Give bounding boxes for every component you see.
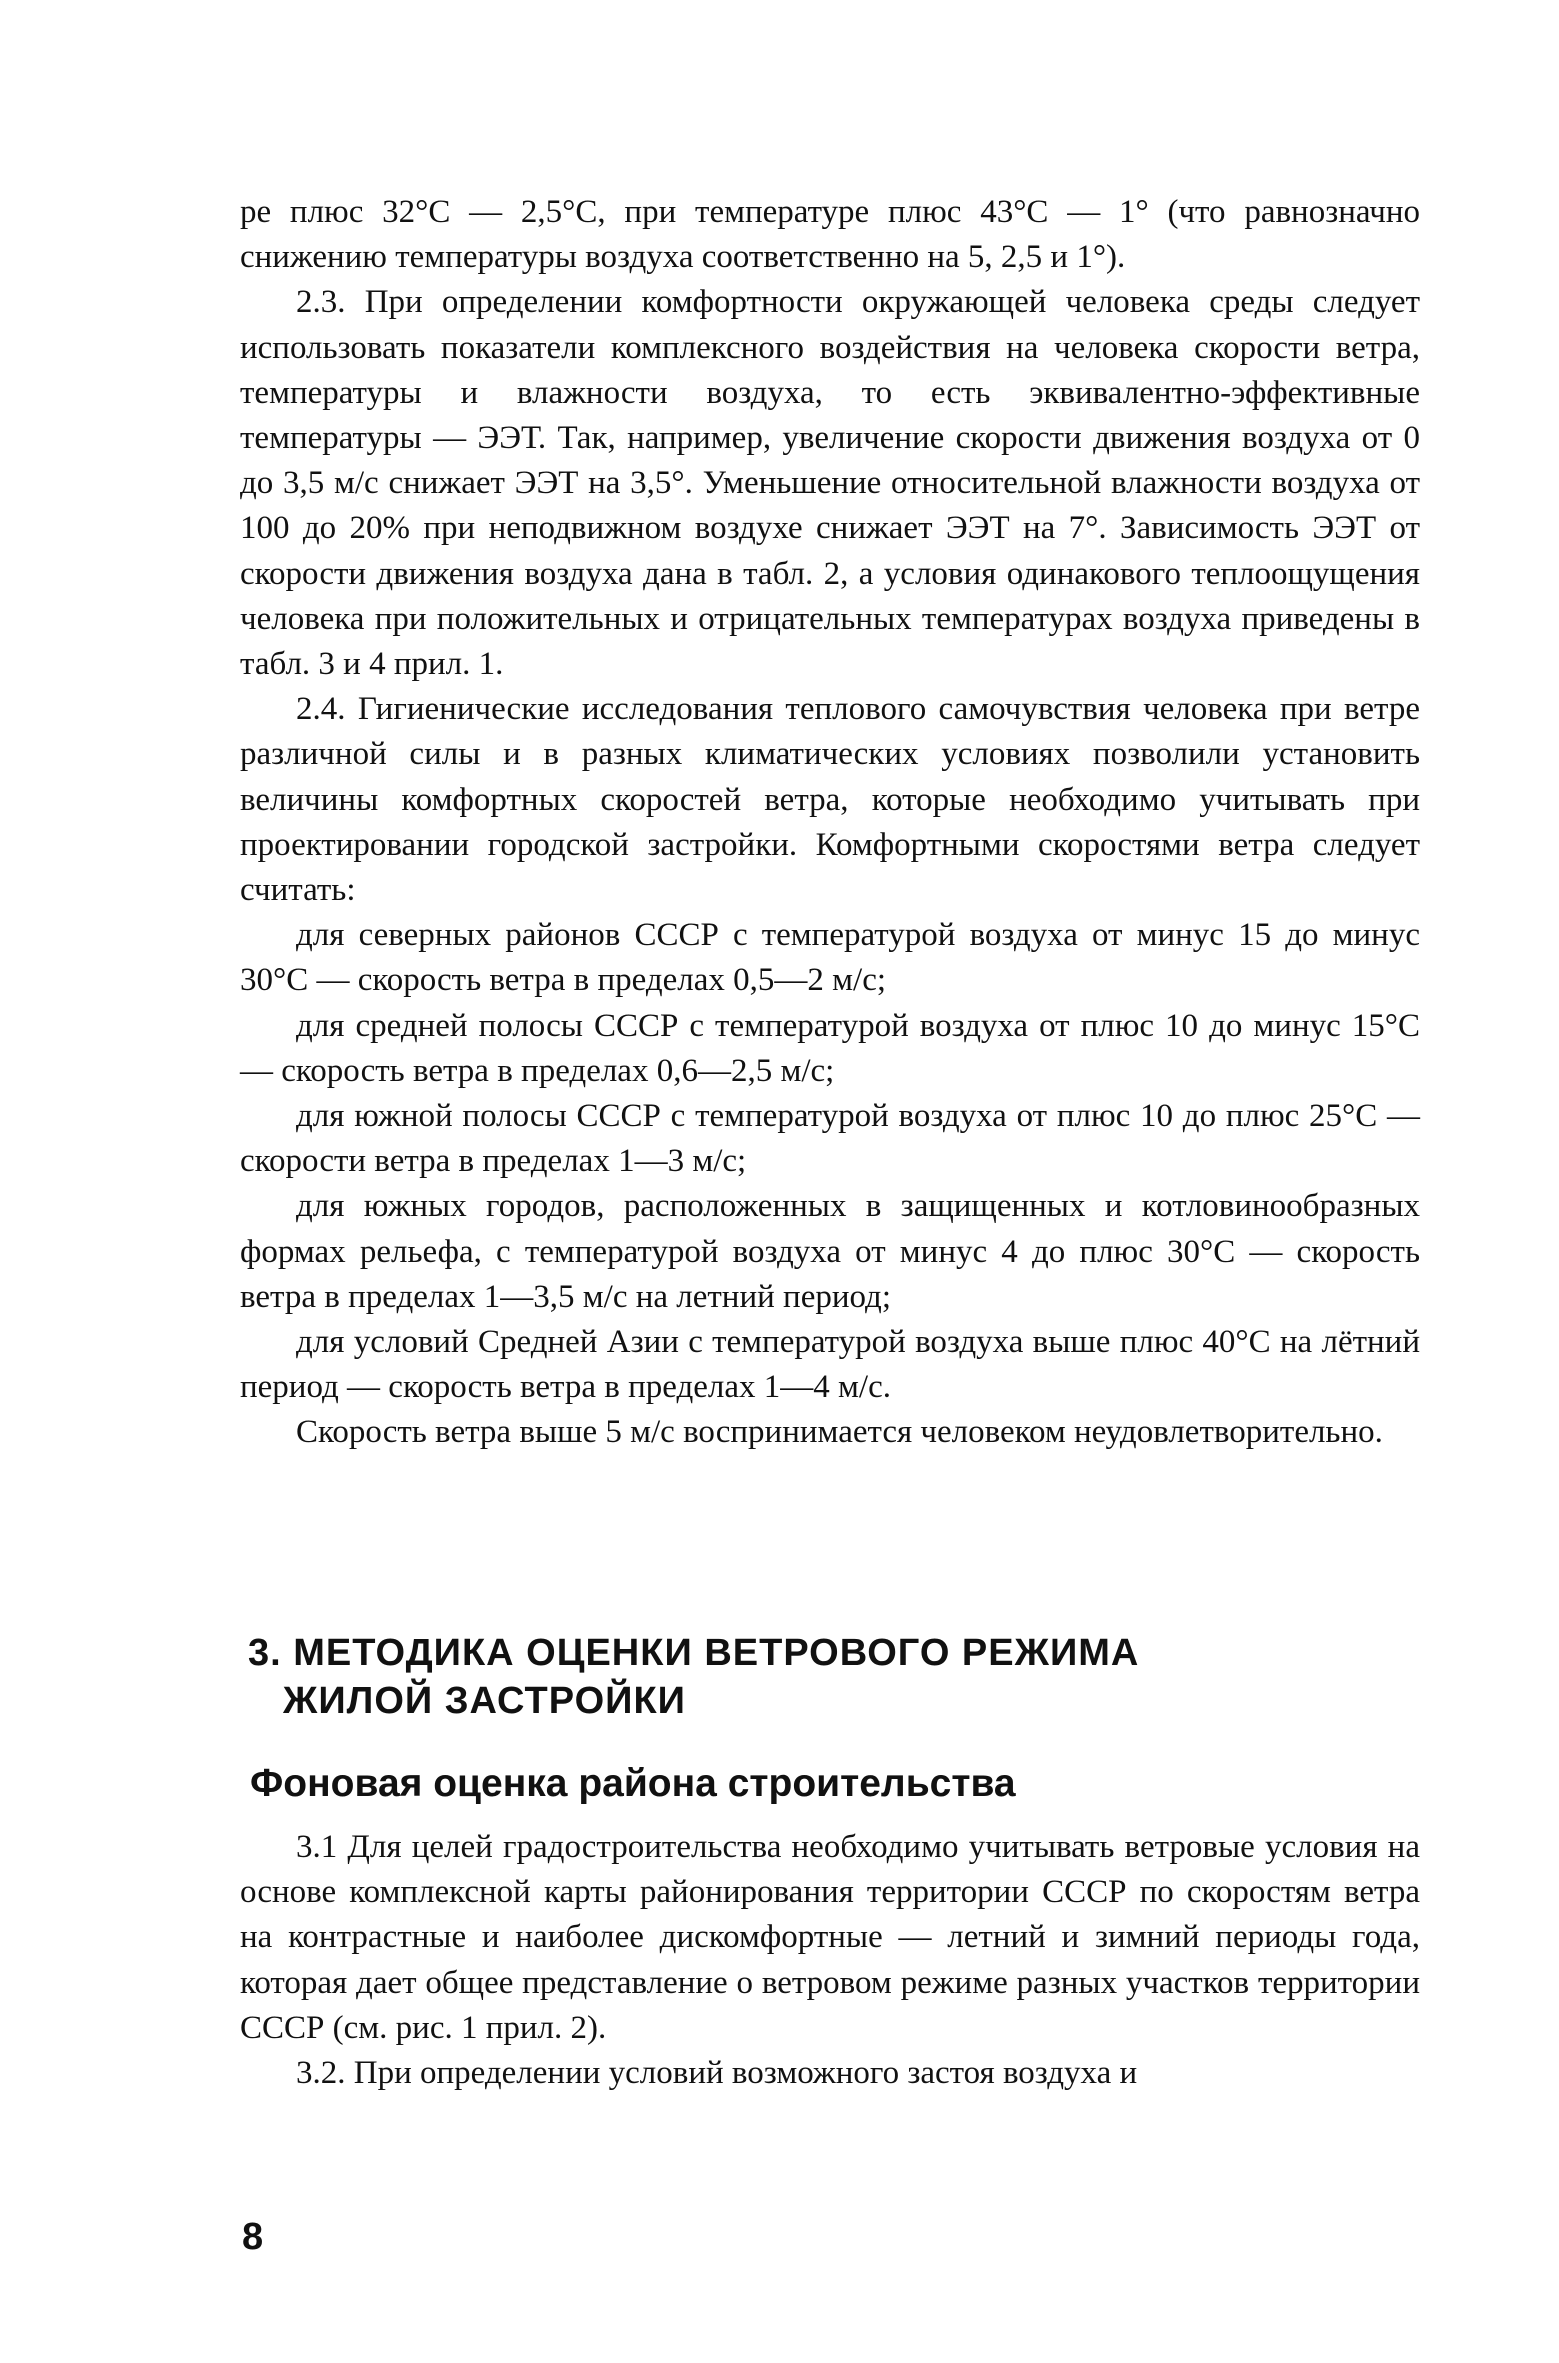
- body-text-top: [240, 190, 1420, 1456]
- list-item-south: для южной полосы СССР с температурой воздуха от плюс 10 до плюс 25°С — скорости ветра в пределах 1—3 м/с;: [240, 1098, 1420, 1180]
- paragraph-2-3: 2.3. При определении комфортности окружающей человека среды следует использовать показатели комплексного воздействия на человека скорости ветра, температуры и влажности воздуха, то есть эквивалентно-эффективные температуры — ЭЭТ. Так, например, увеличение скорости движения воздуха от 0 до 3,5 м/с снижает ЭЭТ на 3,5°. Уменьшение относительной влажности воздуха от 100 до 20% при неподвижном воздухе снижает ЭЭТ на 7°. Зависимость ЭЭТ от скорости движения воздуха дана в табл. 2, а условия одинакового теплоощущения человека при положительных и отрицательных температурах воздуха приведены в табл. 3 и 4 прил. 1.: [240, 284, 1420, 683]
- sub-heading: Фоновая оценка района строительства: [250, 1762, 1016, 1805]
- paragraph-continuation: ре плюс 32°С — 2,5°С, при температуре плюс 43°С — 1° (что равнозначно снижению температуры воздуха соответственно на 5, 2,5 и 1°).: [240, 194, 1420, 276]
- page-number: 8: [242, 2216, 264, 2258]
- list-item-central-asia: для условий Средней Азии с температурой воздуха выше плюс 40°С на лётний период — скорость ветра в пределах 1—4 м/с.: [240, 1324, 1420, 1406]
- paragraph-wind-limit: Скорость ветра выше 5 м/с воспринимается человеком неудовлетворительно.: [296, 1414, 1383, 1451]
- paragraph-2-4: 2.4. Гигиенические исследования теплового самочувствия человека при ветре различной силы и в разных климатических условиях позволили установить величины комфортных скоростей ветра, которые необходимо учитывать при проектировании городской застройки. Комфортными скоростями ветра следует считать:: [240, 691, 1420, 909]
- paragraph-3-1: 3.1 Для целей градостроительства необходимо учитывать ветровые условия на основе комплексной карты районирования территории СССР по скоростям ветра на контрастные и наиболее дискомфортные — летний и зимний периоды года, которая дает общее представление о ветровом режиме разных участков территории СССР (см. рис. 1 прил. 2).: [240, 1829, 1420, 2046]
- section-heading-line1: 3. МЕТОДИКА ОЦЕНКИ ВЕТРОВОГО РЕЖИМА: [248, 1632, 1140, 1674]
- list-item-southern-cities: для южных городов, расположенных в защищенных и котловинообразных формах рельефа, с температурой воздуха от минус 4 до плюс 30°С — скорость ветра в пределах 1—3,5 м/с на летний период;: [240, 1188, 1420, 1315]
- paragraph-3-2: 3.2. При определении условий возможного застоя воздуха и: [296, 2055, 1138, 2092]
- section-heading-line2: ЖИЛОЙ ЗАСТРОЙКИ: [283, 1680, 686, 1722]
- list-item-middle: для средней полосы СССР с температурой воздуха от плюс 10 до минус 15°С — скорость ветра в пределах 0,6—2,5 м/с;: [240, 1007, 1420, 1089]
- list-item-north: для северных районов СССР с температурой воздуха от минус 15 до минус 30°С — скорость ветра в пределах 0,5—2 м/с;: [240, 917, 1420, 999]
- section-heading: [248, 1629, 1248, 1725]
- body-text-bottom: [240, 1825, 1420, 2096]
